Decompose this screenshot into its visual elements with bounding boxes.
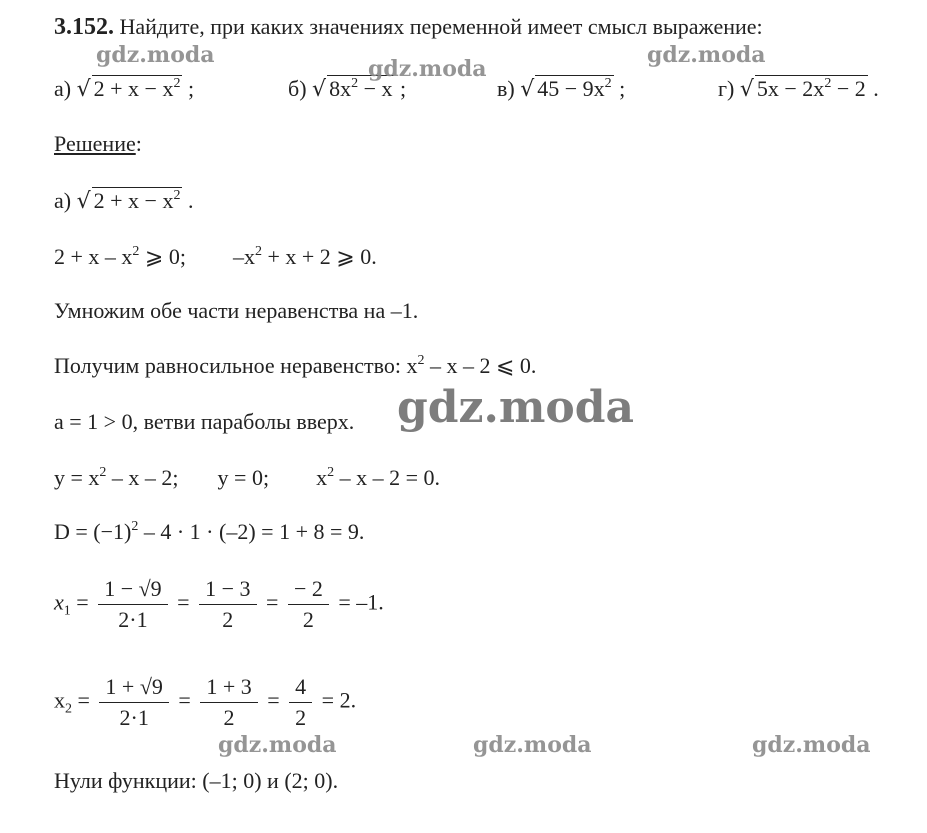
fraction: $\frac{1 + √9}{2\cdot 1}$ <box>99 676 168 729</box>
sqrt-expression: √ $2 + x - x^2$ <box>76 188 181 214</box>
fraction: $\frac{1 - 3}{2}$ <box>199 578 256 631</box>
parabola-text: a = 1 > 0, ветви параболы вверх. <box>54 409 355 434</box>
option-g: г) √ $5x - 2x^2 - 2$ . <box>718 76 879 102</box>
option-a: а) √ $2 + x - x^2$ ; <box>54 76 195 102</box>
discriminant-line: $D = (-1)^2 - 4 \cdot 1 \cdot (-2) = 1 + 8 = 9$. <box>54 519 365 544</box>
equivalent-inequality: Получим равносильное неравенство: $x^2$ – x – 2 ⩽ 0. <box>54 353 537 378</box>
inequality-line: $2 + x - x^2$ ⩾ 0; $-x^2 + x + 2$ ⩾ 0. <box>54 244 377 269</box>
watermark: gdz.moda <box>752 732 871 758</box>
watermark: gdz.moda <box>397 382 635 433</box>
root-x2: $x_2$ = $\frac{1 + √9}{2\cdot 1}$ = $\frac{1 + 3}{2}$ = $\frac{4}{2}$ = 2. <box>54 674 357 730</box>
sqrt-expression: √ $8x^2 - x$ <box>312 76 393 102</box>
option-v-label: в) <box>497 76 515 101</box>
problem-question: Найдите, при каких значениях переменной имеет смысл выражение: <box>119 14 763 39</box>
sqrt-expression: √ $2 + x - x^2$ <box>76 76 181 102</box>
problem-number: 3.152. <box>54 14 114 40</box>
multiply-text: Умножим обе части неравенства на –1. <box>54 298 419 323</box>
option-v: в) √ $45 - 9x^2$ ; <box>497 76 626 102</box>
fraction: $\frac{1 + 3}{2}$ <box>200 676 257 729</box>
watermark: gdz.moda <box>218 732 337 758</box>
watermark: gdz.moda <box>647 42 766 68</box>
root-x1: $x_1$ = $\frac{1 - √9}{2\cdot 1}$ = $\frac{1 - 3}{2}$ = $\frac{- 2}{2}$ = –1. <box>54 576 384 632</box>
option-g-label: г) <box>718 76 735 101</box>
zeros-line: Нули функции: (–1; 0) и (2; 0). <box>54 768 339 793</box>
part-a-expression: а) √ $2 + x - x^2$ . <box>54 188 194 214</box>
option-b: б) √ $8x^2 - x$ ; <box>288 76 407 102</box>
fraction: $\frac{4}{2}$ <box>289 676 312 729</box>
solution-heading: Решение: <box>54 131 142 156</box>
watermark: gdz.moda <box>473 732 592 758</box>
option-a-label: а) <box>54 76 72 101</box>
sqrt-expression: √ $5x - 2x^2 - 2$ <box>739 76 866 102</box>
problem-header <box>54 15 763 39</box>
function-line: $y = x^2 - x - 2$; y = 0; $x^2 - x - 2 = 0$. <box>54 465 440 490</box>
fraction: $\frac{1 - √9}{2\cdot 1}$ <box>98 578 167 631</box>
watermark: gdz.moda <box>96 42 215 68</box>
fraction: $\frac{- 2}{2}$ <box>288 578 329 631</box>
watermark: gdz.moda <box>368 56 487 82</box>
option-b-label: б) <box>288 76 307 101</box>
sqrt-expression: √ $45 - 9x^2$ <box>520 76 612 102</box>
